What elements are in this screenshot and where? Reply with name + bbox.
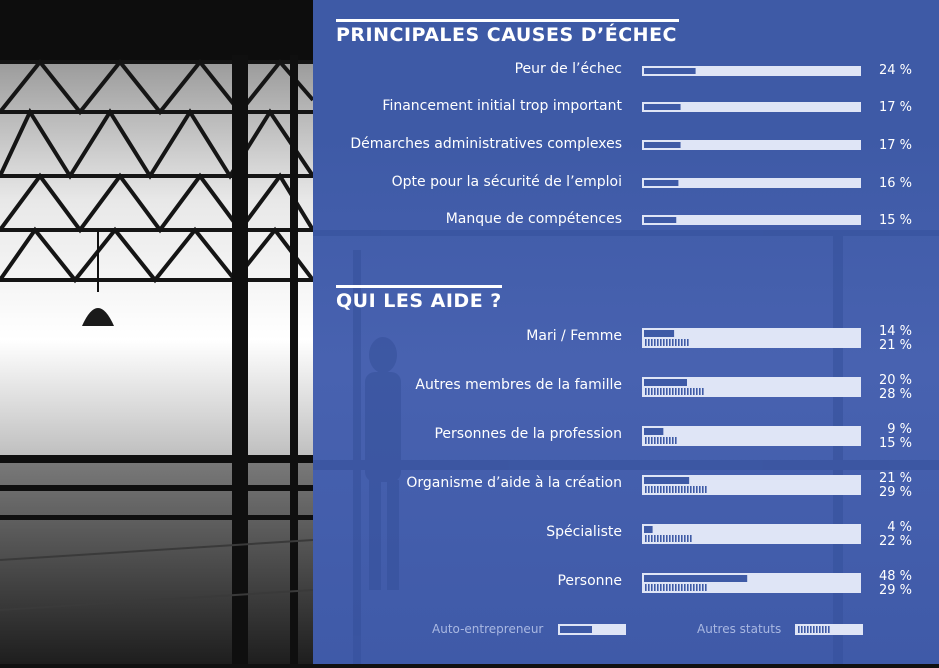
- bar-auto-entrepreneur: [644, 477, 689, 484]
- bar-auto-entrepreneur: [644, 428, 663, 435]
- value-label-auto-entrepreneur: 9 %: [887, 422, 912, 437]
- value-label: 16 %: [878, 176, 912, 191]
- value-label-autres-statuts: 28 %: [878, 387, 912, 402]
- bar: [644, 217, 676, 223]
- category-label: Mari / Femme: [526, 328, 622, 344]
- bar-track: [642, 524, 861, 544]
- legend-label-auto-entrepreneur: Auto-entrepreneur: [432, 622, 544, 636]
- value-label-auto-entrepreneur: 48 %: [878, 569, 912, 584]
- bar: [644, 142, 681, 148]
- value-label-autres-statuts: 29 %: [878, 485, 912, 500]
- category-label: Démarches administratives complexes: [350, 136, 622, 152]
- category-label: Manque de compétences: [445, 211, 622, 227]
- category-label: Spécialiste: [546, 524, 622, 540]
- title-rule-help: [336, 285, 502, 288]
- bar-track: [642, 426, 861, 446]
- category-label: Peur de l’échec: [514, 61, 622, 77]
- category-label: Personnes de la profession: [434, 426, 622, 442]
- value-label-autres-statuts: 21 %: [878, 338, 912, 353]
- value-label-auto-entrepreneur: 21 %: [878, 471, 912, 486]
- category-label: Opte pour la sécurité de l’emploi: [391, 174, 622, 190]
- bar-auto-entrepreneur: [644, 379, 687, 386]
- bar: [644, 104, 681, 110]
- bar-autres-statuts: [645, 486, 707, 493]
- value-label-auto-entrepreneur: 20 %: [878, 373, 912, 388]
- value-label-autres-statuts: 22 %: [878, 534, 912, 549]
- chart-title-help: QUI LES AIDE ?: [336, 290, 502, 312]
- chart-title-causes: PRINCIPALES CAUSES D’ÉCHEC: [336, 24, 678, 46]
- value-label-auto-entrepreneur: 14 %: [878, 324, 912, 339]
- bar-track: [642, 328, 861, 348]
- bar-auto-entrepreneur: [644, 330, 674, 337]
- value-label: 17 %: [878, 100, 912, 115]
- bar-autres-statuts: [645, 584, 707, 591]
- value-label-autres-statuts: 15 %: [878, 436, 912, 451]
- bar: [644, 180, 678, 186]
- legend-swatch-auto-entrepreneur-fill: [560, 626, 592, 633]
- value-label: 15 %: [878, 213, 912, 228]
- category-label: Organisme d’aide à la création: [406, 475, 622, 491]
- bar-autres-statuts: [645, 339, 689, 346]
- category-label: Personne: [557, 573, 622, 589]
- bar-auto-entrepreneur: [644, 526, 653, 533]
- category-label: Financement initial trop important: [382, 98, 622, 114]
- legend-label-autres-statuts: Autres statuts: [697, 622, 782, 636]
- bar-auto-entrepreneur: [644, 575, 747, 582]
- title-rule-causes: [336, 19, 679, 22]
- bar: [644, 68, 696, 74]
- category-label: Autres membres de la famille: [415, 377, 622, 393]
- value-label-autres-statuts: 29 %: [878, 583, 912, 598]
- value-label: 24 %: [878, 63, 912, 78]
- value-label-auto-entrepreneur: 4 %: [887, 520, 912, 535]
- value-label: 17 %: [878, 138, 912, 153]
